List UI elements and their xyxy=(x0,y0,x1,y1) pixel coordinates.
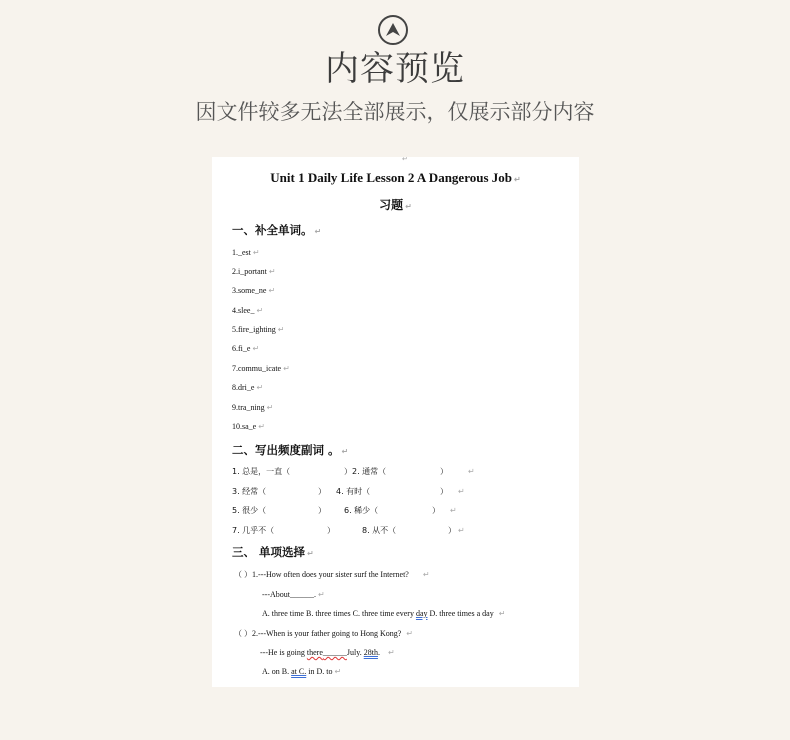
adverb-close: ） xyxy=(440,487,448,496)
word-text: 1._est xyxy=(232,248,251,257)
return-mark: ↵ xyxy=(256,306,264,315)
word-item xyxy=(232,344,259,354)
return-mark: ↵ xyxy=(268,267,276,276)
word-item xyxy=(232,403,273,413)
return-mark: ↵ xyxy=(277,325,285,334)
document-subtitle-text: 习题 xyxy=(379,198,404,212)
option-text: A. on B. xyxy=(262,667,292,676)
word-text: 2.i_portant xyxy=(232,267,267,276)
adverb-label: 5. 很少（ xyxy=(232,506,267,515)
adverb-label: 8. 从不（ xyxy=(362,526,397,535)
document-title xyxy=(212,170,579,186)
return-mark: ↵ xyxy=(314,227,322,236)
word-item xyxy=(232,383,263,393)
answer-blank: ______ xyxy=(322,648,347,657)
word-item xyxy=(232,286,275,296)
return-mark: ↵ xyxy=(283,364,290,373)
question-2-options xyxy=(262,667,341,677)
preview-header xyxy=(0,0,790,150)
return-mark: ↵ xyxy=(307,549,314,558)
return-mark: ↵ xyxy=(402,157,408,163)
return-mark: ↵ xyxy=(458,526,465,535)
adverb-label: 6. 稀少（ xyxy=(344,506,379,515)
word-text: 4.slee_ xyxy=(232,306,255,315)
question-text: ---When is your father going to Hong Kong? xyxy=(258,629,402,638)
adverb-label: ）2. 通常（ xyxy=(344,467,387,476)
return-mark: ↵ xyxy=(318,590,325,599)
section-heading-3 xyxy=(232,544,314,560)
return-mark: ↵ xyxy=(266,403,274,412)
return-mark: ↵ xyxy=(405,202,412,211)
return-mark: ↵ xyxy=(458,487,465,496)
word-item xyxy=(232,422,265,432)
adverb-label: 4. 有时（ xyxy=(336,487,371,496)
up-arrow-circle-icon[interactable] xyxy=(378,15,408,45)
return-mark: ↵ xyxy=(387,648,395,657)
page-title: 内容预览 xyxy=(325,49,465,89)
answer-text: ---He is going xyxy=(260,648,307,657)
document-subtitle xyxy=(212,196,579,213)
question-1-options xyxy=(262,609,505,619)
document-title-text: Unit 1 Daily Life Lesson 2 A Dangerous Job xyxy=(270,170,513,185)
word-text: 3.some_ne xyxy=(232,286,267,295)
question-1-answer xyxy=(262,590,325,600)
adverb-label: 7. 几乎不（ xyxy=(232,526,275,535)
question-number: （ ）2. xyxy=(234,629,258,638)
return-mark: ↵ xyxy=(450,506,457,515)
question-number: （ ）1. xyxy=(234,570,258,579)
up-arrow-glyph xyxy=(383,20,403,40)
option-text: D. three times a day xyxy=(427,609,494,618)
answer-text: . xyxy=(377,648,380,657)
question-2 xyxy=(234,629,413,639)
adverb-close: ） xyxy=(318,506,326,515)
word-text: 9.tra_ning xyxy=(232,403,265,412)
section-heading-text: 二、写出频度副词 。 xyxy=(232,443,340,457)
adverb-label: 1. 总是，一直（ xyxy=(232,467,291,476)
return-mark: ↵ xyxy=(406,629,413,638)
return-mark: ↵ xyxy=(334,667,342,676)
question-2-answer xyxy=(260,648,395,658)
return-mark: ↵ xyxy=(258,422,265,431)
adverb-close: ） xyxy=(448,526,456,535)
answer-text: there xyxy=(306,648,323,657)
answer-text: July. xyxy=(346,648,364,657)
document-preview xyxy=(212,157,579,687)
return-mark: ↵ xyxy=(498,609,506,618)
section-heading-1 xyxy=(232,222,321,238)
word-text: 5.fire_ighting xyxy=(232,325,276,334)
adverb-close: ） xyxy=(327,526,335,535)
page-subtitle: 因文件较多无法全部展示，仅展示部分内容 xyxy=(195,100,595,124)
return-mark: ↵ xyxy=(252,344,260,353)
adverb-label: 3. 经常（ xyxy=(232,487,267,496)
question-1 xyxy=(234,570,430,580)
word-item xyxy=(232,306,263,316)
word-item xyxy=(232,248,260,258)
option-text: in D. to xyxy=(306,667,333,676)
word-text: 7.commu_icate xyxy=(232,364,282,373)
word-text: 8.dri_e xyxy=(232,383,255,392)
adverb-close: ） xyxy=(432,506,440,515)
word-text: 10.sa_e xyxy=(232,422,257,431)
return-mark: ↵ xyxy=(341,447,349,456)
adverb-close: ） xyxy=(318,487,326,496)
answer-text: 28th xyxy=(363,648,378,657)
option-text: at C. xyxy=(291,667,307,676)
option-text: day xyxy=(415,609,428,618)
return-mark: ↵ xyxy=(468,467,475,476)
section-heading-text: 一、补全单词。 xyxy=(232,223,313,237)
return-mark: ↵ xyxy=(422,570,430,579)
return-mark: ↵ xyxy=(252,248,260,257)
return-mark: ↵ xyxy=(514,175,521,184)
word-item xyxy=(232,364,290,374)
word-item xyxy=(232,325,284,335)
option-text: A. three time B. three times C. three time every xyxy=(262,609,416,618)
adverb-close: ） xyxy=(440,467,448,476)
return-mark: ↵ xyxy=(256,383,264,392)
section-heading-text: 三、 单项选择 xyxy=(232,545,306,559)
word-text: 6.fi_e xyxy=(232,344,251,353)
question-text: ---How often does your sister surf the Internet? xyxy=(258,570,409,579)
word-item xyxy=(232,267,276,277)
return-mark: ↵ xyxy=(268,286,276,295)
answer-text: ---About______. xyxy=(262,590,316,599)
section-heading-2 xyxy=(232,442,348,458)
